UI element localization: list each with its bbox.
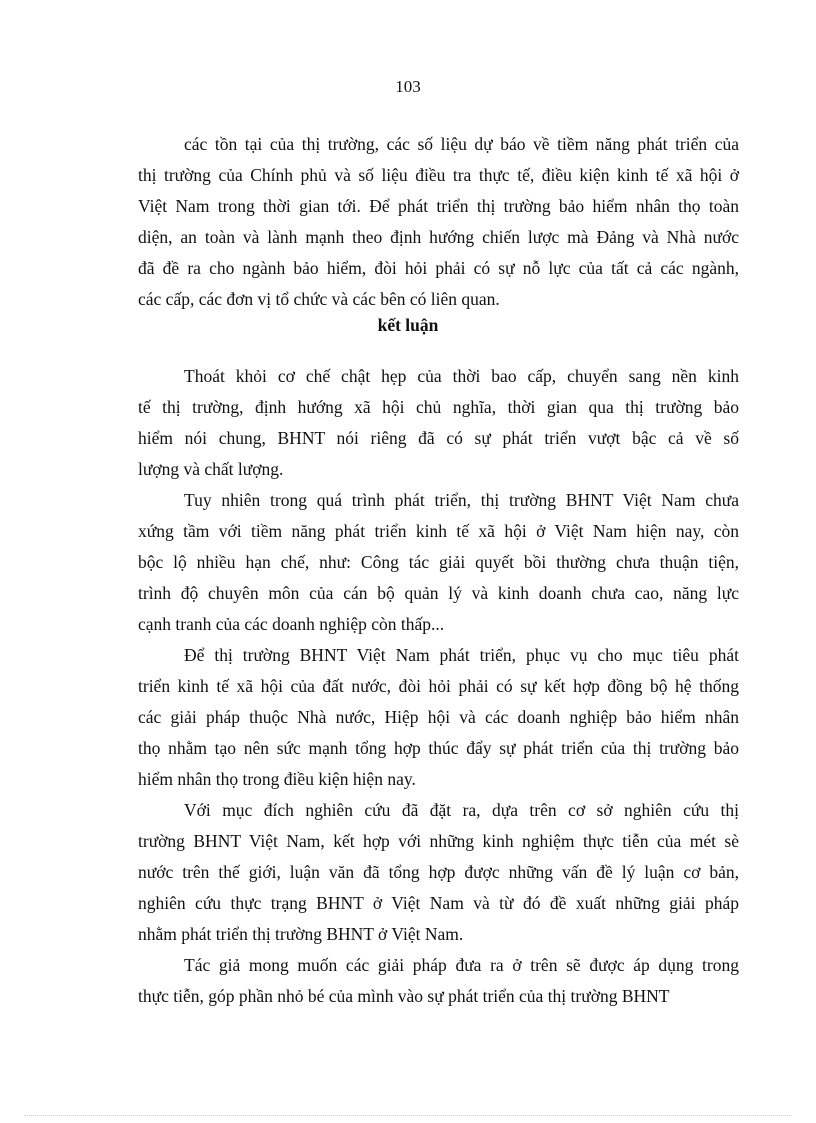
body-paragraphs [138, 361, 739, 1012]
text-line: trình độ chuyên môn của cán bộ quản lý và kinh doanh chưa cao, năng lực [138, 583, 739, 603]
text-line: xứng tầm với tiềm năng phát triển kinh tế xã hội ở Việt Nam hiện nay, còn [138, 521, 739, 541]
text-line: Với mục đích nghiên cứu đã đặt ra, dựa trên cơ sở nghiên cứu thị [184, 800, 739, 820]
text-line: thực tiễn, góp phần nhỏ bé của mình vào sự phát triển của thị trường BHNT [138, 986, 670, 1006]
text-line: đã đề ra cho ngành bảo hiểm, đòi hỏi phải có sự nỗ lực của tất cả các ngành, [138, 258, 739, 278]
text-line: nhằm phát triển thị trường BHNT ở Việt Nam. [138, 924, 464, 944]
section-heading: kết luận [377, 315, 439, 335]
text-line: cạnh tranh của các doanh nghiệp còn thấp... [138, 614, 445, 634]
text-line: thị trường của Chính phủ và số liệu điều tra thực tế, điều kiện kinh tế xã hội ở [138, 165, 739, 185]
text-line: lượng và chất lượng. [138, 459, 284, 479]
paragraph [138, 485, 739, 640]
text-line: nước trên thế giới, luận văn đã tổng hợp được những vấn đề lý luận cơ bản, [138, 862, 739, 882]
text-line: trường BHNT Việt Nam, kết hợp với những kinh nghiệm thực tiễn của mét sè [138, 831, 739, 851]
text-line: Để thị trường BHNT Việt Nam phát triển, phục vụ cho mục tiêu phát [184, 645, 739, 665]
paragraph [138, 795, 739, 950]
text-line: thọ nhằm tạo nên sức mạnh tổng hợp thúc đẩy sự phát triển của thị trường bảo [138, 738, 739, 758]
page-bottom-divider [24, 1115, 792, 1116]
text-line: các cấp, các đơn vị tổ chức và các bên có liên quan. [138, 289, 500, 309]
text-line: Tác giả mong muốn các giải pháp đưa ra ở trên sẽ được áp dụng trong [184, 955, 739, 975]
text-line: tế thị trường, định hướng xã hội chủ nghĩa, thời gian qua thị trường bảo [138, 397, 739, 417]
text-line: hiểm nói chung, BHNT nói riêng đã có sự phát triển vượt bậc cả về số [138, 428, 739, 448]
text-line: nghiên cứu thực trạng BHNT ở Việt Nam và từ đó đề xuất những giải pháp [138, 893, 739, 913]
text-line: triển kinh tế xã hội của đất nước, đòi hỏi phải có sự kết hợp đồng bộ hệ thống [138, 676, 739, 696]
text-line: Thoát khỏi cơ chế chật hẹp của thời bao cấp, chuyển sang nền kinh [184, 366, 739, 386]
text-line: Việt Nam trong thời gian tới. Để phát triển thị trường bảo hiểm nhân thọ toàn [138, 196, 739, 216]
text-line: diện, an toàn và lành mạnh theo định hướng chiến lược mà Đảng và Nhà nước [138, 227, 739, 247]
text-line: các giải pháp thuộc Nhà nước, Hiệp hội và các doanh nghiệp bảo hiểm nhân [138, 707, 739, 727]
paragraph [138, 361, 739, 485]
page-number: 103 [395, 77, 421, 96]
text-line: hiểm nhân thọ trong điều kiện hiện nay. [138, 769, 416, 789]
text-line: bộc lộ nhiều hạn chế, như: Công tác giải quyết bồi thường chưa thuận tiện, [138, 552, 739, 572]
text-line: Tuy nhiên trong quá trình phát triển, thị trường BHNT Việt Nam chưa [184, 490, 739, 510]
top-paragraph [138, 129, 739, 315]
paragraph [138, 950, 739, 1012]
paragraph [138, 640, 739, 795]
text-line: các tồn tại của thị trường, các số liệu dự báo về tiềm năng phát triển của [184, 134, 739, 154]
